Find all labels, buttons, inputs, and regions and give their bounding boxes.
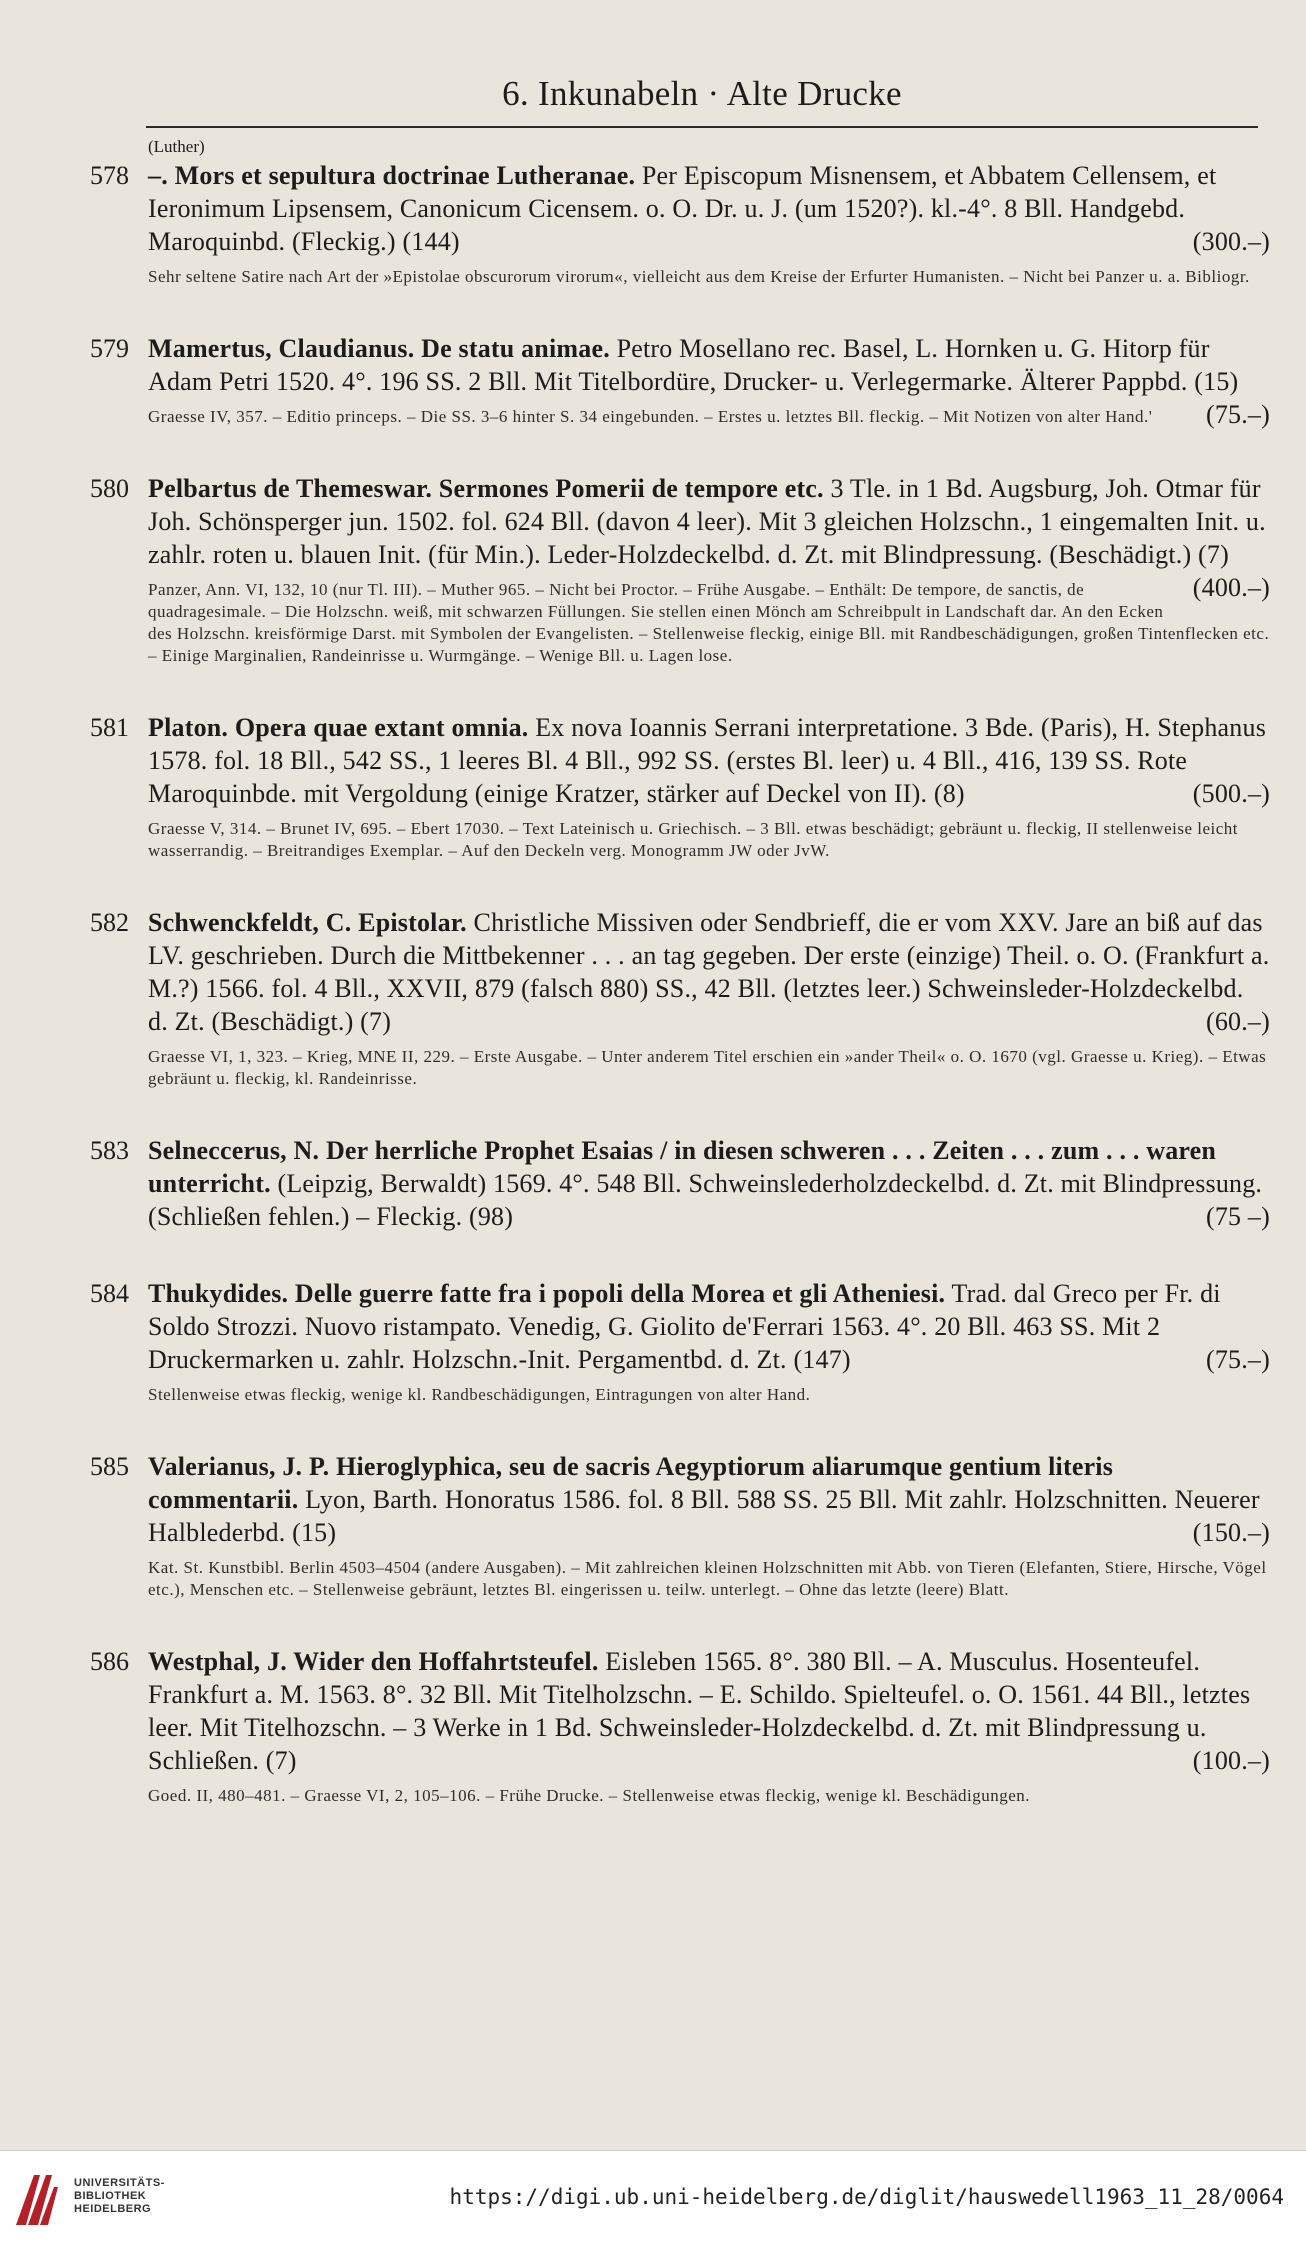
catalog-entry-579 <box>0 332 1306 428</box>
entry-number: 583 <box>90 1136 129 1165</box>
entry-title: Pelbartus de Themeswar. Sermones Pomerii de tempore etc. <box>148 474 824 503</box>
page-title: 6. Inkunabeln · Alte Drucke <box>502 74 902 113</box>
entry-description <box>148 472 1270 602</box>
entry-price: (60.–) <box>1205 1007 1270 1036</box>
entry-price: (150.–) <box>1192 1518 1270 1547</box>
entry-note: Graesse VI, 1, 323. – Krieg, MNE II, 229. – Erste Ausgabe. – Unter anderem Titel erschien ein »ander Theil« o. O. 1670 (vgl. Graesse u. Krieg). – Etwas gebräunt u. fleckig, kl. Randeinrisse. <box>148 1047 1267 1088</box>
permalink-url[interactable]: https://digi.ub.uni-heidelberg.de/diglit/hauswedell1963_11_28/0064 <box>449 2185 1284 2209</box>
entry-price: (75 –) <box>1205 1202 1270 1231</box>
entry-text: Petro Mosellano rec. Basel, L. Hornken u. G. Hitorp für Adam Petri 1520. 4°. 196 SS. 2 Bll. Mit Titelbordüre, Drucker- u. Verlegermarke. Älterer Pappbd. (15) <box>148 334 1239 396</box>
entry-text: Eisleben 1565. 8°. 380 Bll. – A. Musculus. Hosenteufel. Frankfurt a. M. 1563. 8°. 32 Bll. Mit Titelholzschn. – E. Schildo. Spielteufel. o. O. 1561. 44 Bll., letztes leer. Mit Titelhozschn. – 3 Werke in 1 Bd. Schweinsleder-Holzdeckelbd. d. Zt. mit Blindpressung u. Schließen. (7) <box>148 1647 1251 1775</box>
entry-text: Trad. dal Greco per Fr. di Soldo Strozzi. Nuovo ristampato. Venedig, G. Giolito de'Ferrari 1563. 4°. 20 Bll. 463 SS. Mit 2 Druckermarken u. zahlr. Holzschn.-Init. Pergamentbd. d. Zt. (147) <box>148 1279 1221 1374</box>
entry-note: Panzer, Ann. VI, 132, 10 (nur Tl. III). – Muther 965. – Nicht bei Proctor. – Frühe Ausgabe. – Enthält: De tempore, de sanctis, de quadragesimale. – Die Holzschn. weiß, mit schwarzen Füllungen. Sie stellen einen Mönch am Schreibpult in Landschaft dar. An den Ecken des Holzschn. kreisförmige Darst. mit Symbolen der Evangelisten. – Stellenweise fleckig, einige Bll. mit Randbeschädigungen, großen Tintenflecken etc. – Einige Marginalien, Randeinrisse u. Wurmgänge. – Wenige Bll. u. Lagen lose. <box>148 580 1270 665</box>
catalog-entry-586 <box>0 1645 1306 1807</box>
catalog-entry-585 <box>0 1450 1306 1601</box>
header-rule <box>146 126 1258 128</box>
viewer-footer <box>0 2150 1306 2244</box>
entry-title: Westphal, J. Wider den Hoffahrtsteufel. <box>148 1647 599 1676</box>
catalog-entries <box>0 159 1306 1851</box>
entry-number: 581 <box>90 713 129 742</box>
entry-text: (Leipzig, Berwaldt) 1569. 4°. 548 Bll. Schweinslederholzdeckelbd. d. Zt. mit Blindpressung. (Schließen fehlen.) – Fleckig. (98) <box>148 1169 1263 1231</box>
entry-description <box>148 906 1270 1038</box>
catalog-entry-578 <box>0 159 1306 288</box>
entry-text: Christliche Missiven oder Sendbrieff, die er vom XXV. Jare an biß auf das LV. geschrieben. Durch die Mittbekenner . . . an tag gegeben. Der erste (einzige) Theil. o. O. (Frankfurt a. M.?) 1566. fol. 4 Bll., XXVII, 879 (falsch 880) SS., 42 Bll. (letztes leer.) Schweinsleder-Holzdeckelbd. d. Zt. (Beschädigt.) (7) <box>148 908 1270 1036</box>
entry-description <box>148 1277 1270 1376</box>
logo-line: UNIVERSITÄTS- <box>74 2177 165 2189</box>
entry-text: Lyon, Barth. Honoratus 1586. fol. 8 Bll. 588 SS. 25 Bll. Mit zahlr. Holzschnitten. Neuerer Halblederbd. (15) <box>148 1485 1260 1547</box>
entry-text: Per Episcopum Misnensem, et Abbatem Cellensem, et Ieronimum Lipsensem, Canonicum Cicensem. o. O. Dr. u. J. (um 1520?). kl.-4°. 8 Bll. Handgebd. Maroquinbd. (Fleckig.) (144) <box>148 161 1217 256</box>
catalog-entry-583 <box>0 1134 1306 1233</box>
entry-text: 3 Tle. in 1 Bd. Augsburg, Joh. Otmar für Joh. Schönsperger jun. 1502. fol. 624 Bll. (davon 4 leer). Mit 3 gleichen Holzschn., 1 eingemalten Init. u. zahlr. roten u. blauen Init. (für Min.). Leder-Holzdeckelbd. d. Zt. mit Blindpressung. (Beschädigt.) (7) <box>148 474 1266 569</box>
entry-title: Thukydides. Delle guerre fatte fra i popoli della Morea et gli Atheniesi. <box>148 1279 946 1308</box>
entry-title: –. Mors et sepultura doctrinae Lutheranae. <box>148 161 636 190</box>
entry-description <box>148 711 1270 810</box>
entry-price: (400.–) <box>1192 573 1270 602</box>
entry-price: (75.–) <box>1205 1345 1270 1374</box>
entry-note: Goed. II, 480–481. – Graesse VI, 2, 105–106. – Frühe Drucke. – Stellenweise etwas fleckig, wenige kl. Beschädigungen. <box>148 1786 1031 1805</box>
logo-line: HEIDELBERG <box>74 2203 152 2215</box>
catalog-entry-582 <box>0 906 1306 1090</box>
entry-number: 585 <box>90 1452 129 1481</box>
entry-number: 578 <box>90 161 129 190</box>
entry-description <box>148 159 1270 258</box>
entry-text: Ex nova Ioannis Serrani interpretatione. 3 Bde. (Paris), H. Stephanus 1578. fol. 18 Bll., 542 SS., 1 leeres Bl. 4 Bll., 992 SS. (erstes Bl. leer) u. 4 Bll., 416, 139 SS. Rote Maroquinbde. mit Vergoldung (einige Kratzer, stärker auf Deckel von II). (8) <box>148 713 1267 808</box>
entry-title: Schwenckfeldt, C. Epistolar. <box>148 908 467 937</box>
entry-description <box>148 1645 1270 1777</box>
entry-note: Graesse V, 314. – Brunet IV, 695. – Ebert 17030. – Text Lateinisch u. Griechisch. – 3 Bll. etwas beschädigt; gebräunt u. fleckig, II stellenweise leicht wasserrandig. – Breitrandiges Exemplar. – Auf den Deckeln verg. Monogramm JW oder JvW. <box>148 819 1239 860</box>
running-context: (Luther) <box>148 137 205 156</box>
entry-note: Sehr seltene Satire nach Art der »Epistolae obscurorum virorum«, vielleicht aus dem Kreise der Erfurter Humanisten. – Nicht bei Panzer u. a. Bibliogr. <box>148 267 1250 286</box>
entry-description <box>148 1450 1270 1549</box>
entry-note: Kat. St. Kunstbibl. Berlin 4503–4504 (andere Ausgaben). – Mit zahlreichen kleinen Holzschnitten mit Abb. von Tieren (Elefanten, Stiere, Hirsche, Vögel etc.), Menschen etc. – Stellenweise gebräunt, letztes Bl. eingerissen u. teilw. unterlegt. – Ohne das letzte (leere) Blatt. <box>148 1558 1267 1599</box>
entry-number: 579 <box>90 334 129 363</box>
entry-number: 582 <box>90 908 129 937</box>
entry-title: Valerianus, J. P. Hieroglyphica, seu de sacris Aegyptiorum aliarumque gentium literis commentarii. <box>148 1452 1114 1514</box>
entry-title: Selneccerus, N. Der herrliche Prophet Esaias / in diesen schweren . . . Zeiten . . . zum . . . waren unterricht. <box>148 1136 1217 1198</box>
entry-price: (100.–) <box>1192 1746 1270 1775</box>
entry-description <box>148 1134 1270 1233</box>
entry-price: (500.–) <box>1192 779 1270 808</box>
entry-number: 580 <box>90 474 129 503</box>
logo-line: BIBLIOTHEK <box>74 2190 147 2202</box>
library-logo-text <box>74 2177 165 2216</box>
entry-price: (300.–) <box>1192 227 1270 256</box>
library-logo-icon <box>12 2165 62 2229</box>
entry-title: Mamertus, Claudianus. De statu animae. <box>148 334 610 363</box>
entry-note: Stellenweise etwas fleckig, wenige kl. Randbeschädigungen, Eintragungen von alter Hand. <box>148 1385 811 1404</box>
entry-note: Graesse IV, 357. – Editio princeps. – Die SS. 3–6 hinter S. 34 eingebunden. – Erstes u. letztes Bll. fleckig. – Mit Notizen von alter Hand.' <box>148 407 1153 426</box>
entry-number: 584 <box>90 1279 129 1308</box>
catalog-entry-584 <box>0 1277 1306 1406</box>
entry-price: (75.–) <box>1205 400 1270 429</box>
entry-number: 586 <box>90 1647 129 1676</box>
catalog-entry-581 <box>0 711 1306 862</box>
entry-title: Platon. Opera quae extant omnia. <box>148 713 529 742</box>
catalog-entry-580 <box>0 472 1306 667</box>
